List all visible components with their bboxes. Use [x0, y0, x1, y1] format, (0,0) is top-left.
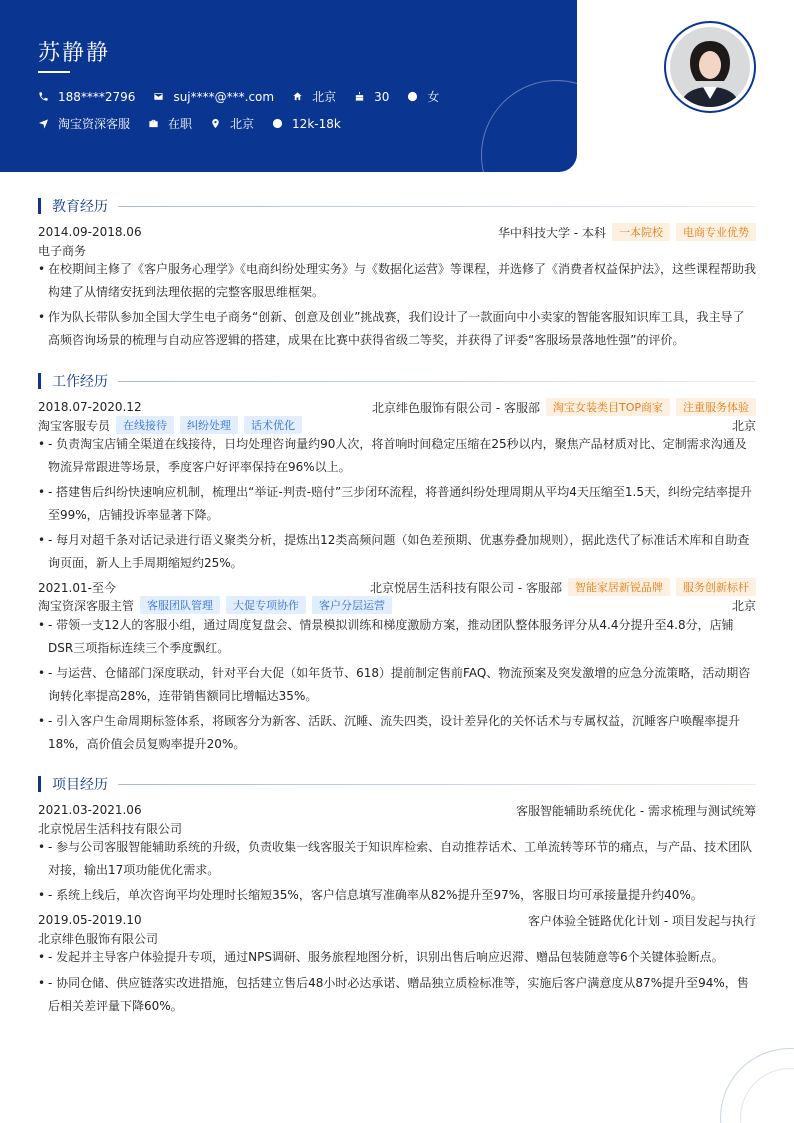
- role-tag: 话术优化: [244, 416, 302, 434]
- cake-icon: [354, 91, 365, 102]
- education-tag: 一本院校: [612, 223, 670, 241]
- target-job-text: 淘宝资深客服: [58, 117, 131, 131]
- project-name: 客服智能辅助系统优化 - 需求梳理与测试统筹: [516, 803, 756, 818]
- job-location: 北京: [731, 598, 756, 613]
- job-header-row: [38, 398, 756, 416]
- briefcase-icon: [148, 118, 159, 129]
- section-title-text: 教育经历: [52, 199, 108, 215]
- status-item: [148, 115, 192, 132]
- section-bar: [38, 373, 41, 389]
- education-period: 2014.09-2018.06: [38, 225, 142, 239]
- status-text: 在职: [168, 117, 193, 131]
- job-bullet: • - 与运营、仓储部门深度联动，针对平台大促（如年货节、618）提前制定售前FAQ、物流预案及突发激增的应急分流策略，活动期咨询转化率提高28%，连带销售额同比增幅达35%。: [38, 662, 756, 708]
- gender-item: [407, 88, 439, 105]
- email-text: suj****@***.com: [173, 89, 275, 104]
- gender-icon: [407, 91, 418, 102]
- job-period: 2021.01-至今: [38, 580, 116, 595]
- name-underline: [38, 71, 70, 73]
- job-company: 北京绯色服饰有限公司 - 客服部: [372, 400, 540, 415]
- education-school: 华中科技大学 - 本科: [498, 225, 606, 240]
- gender-text: 女: [427, 90, 440, 104]
- decorative-circle: [481, 80, 577, 172]
- education-header-row: [38, 223, 756, 241]
- avatar: [664, 21, 756, 113]
- salary-text: 12k-18k: [292, 116, 341, 131]
- job-role-row: [38, 596, 756, 614]
- target-city-text: 北京: [230, 117, 255, 131]
- project-company: 北京悦居生活科技有限公司: [38, 821, 183, 836]
- section-divider: [118, 206, 756, 207]
- education-tag: 电商专业优势: [676, 223, 756, 241]
- job-role: 淘宝资深客服主管: [38, 598, 135, 613]
- city-text: 北京: [312, 90, 337, 104]
- section-divider: [118, 784, 756, 785]
- intent-row: [38, 115, 359, 132]
- work-section-title: [38, 371, 756, 391]
- job-period: 2018.07-2020.12: [38, 400, 142, 414]
- job-header-row: [38, 578, 756, 596]
- section-title-text: 工作经历: [52, 374, 108, 390]
- phone-item: [38, 90, 135, 104]
- target-job-item: [38, 115, 130, 132]
- home-icon: [292, 91, 303, 102]
- company-tag: 淘宝女装类目TOP商家: [546, 398, 670, 416]
- section-title-text: 项目经历: [52, 777, 108, 793]
- education-section-title: [38, 196, 756, 216]
- project-bullet: • - 参与公司客服智能辅助系统的升级，负责收集一线客服关于知识库检索、自动推荐话术、工单流转等环节的痛点，与产品、技术团队对接，输出17项功能优化需求。: [38, 836, 756, 882]
- job-company: 北京悦居生活科技有限公司 - 客服部: [370, 580, 562, 595]
- project-company-row: [38, 929, 756, 947]
- phone-icon: [38, 91, 49, 102]
- education-bullet: • 在校期间主修了《客户服务心理学》《电商纠纷处理实务》与《数据化运营》等课程，并选修了《消费者权益保护法》，这些课程帮助我构建了从情绪安抚到法理依据的完整客服思维框架。: [38, 258, 756, 304]
- role-tag: 纠纷处理: [180, 416, 238, 434]
- project-section-title: [38, 774, 756, 794]
- section-bar: [38, 198, 41, 214]
- project-bullet: • - 协同仓储、供应链落实改进措施，包括建立售后48小时必达承诺、赠品独立质检标准等，实施后客户满意度从87%提升至94%，售后相关差评量下降60%。: [38, 972, 756, 1018]
- project-period: 2019.05-2019.10: [38, 913, 142, 927]
- project-bullet: • - 发起并主导客户体验提升专项，通过NPS调研、服务旅程地图分析，识别出售后响应迟滞、赠品包装随意等6个关键体验断点。: [38, 946, 756, 969]
- role-tag: 客户分层运营: [312, 596, 392, 614]
- education-major-row: [38, 241, 756, 259]
- avatar-photo: [670, 27, 750, 107]
- project-header-row: [38, 911, 756, 929]
- job-bullet: • - 带领一支12人的客服小组，通过周度复盘会、情景模拟训练和梯度激励方案，推动团队整体服务评分从4.4分提升至4.8分，店铺DSR三项指标连续三个季度飘红。: [38, 614, 756, 660]
- mail-icon: [153, 91, 164, 102]
- phone-text: 188****2796: [58, 89, 136, 104]
- section-bar: [38, 776, 41, 792]
- job-role-row: [38, 416, 756, 434]
- role-tag: 大促专项协作: [226, 596, 306, 614]
- email-item: [153, 90, 274, 104]
- city-item: [292, 88, 336, 105]
- company-tag: 注重服务体验: [676, 398, 756, 416]
- company-tag: 智能家居新锐品牌: [568, 578, 670, 596]
- job-bullet: • - 负责淘宝店铺全渠道在线接待，日均处理咨询量约90人次，将首响时间稳定压缩在25秒以内，聚焦产品材质对比、定制需求沟通及物流异常跟进等场景，季度客户好评率保持在96%以上。: [38, 433, 756, 479]
- header-banner: [0, 0, 577, 172]
- location-icon: [210, 118, 221, 129]
- project-name: 客户体验全链路优化计划 - 项目发起与执行: [528, 913, 756, 928]
- age-item: [354, 90, 389, 104]
- project-company: 北京绯色服饰有限公司: [38, 931, 159, 946]
- salary-item: [272, 117, 341, 131]
- education-major: 电子商务: [38, 243, 87, 258]
- role-tag: 在线接待: [116, 416, 174, 434]
- education-bullet: • 作为队长带队参加全国大学生电子商务“创新、创意及创业”挑战赛，我们设计了一款面向中小卖家的智能客服知识库工具，我主导了高频咨询场景的梳理与自动应答逻辑的搭建，成果在比赛中获得省级二等奖，并获得了评委“客服场景落地性强”的评价。: [38, 306, 756, 352]
- target-city-item: [210, 115, 254, 132]
- project-period: 2021.03-2021.06: [38, 803, 142, 817]
- role-tag: 客服团队管理: [140, 596, 220, 614]
- job-bullet: • - 每月对超千条对话记录进行语义聚类分析，提炼出12类高频问题（如色差预期、优惠券叠加规则），据此迭代了标准话术库和自助查询页面，新人上手周期缩短约25%。: [38, 529, 756, 575]
- age-text: 30: [374, 89, 390, 104]
- money-icon: [272, 118, 283, 129]
- job-role: 淘宝客服专员: [38, 418, 111, 433]
- job-bullet: • - 搭建售后纠纷快速响应机制，梳理出“举证-判责-赔付”三步闭环流程，将普通纠纷处理周期从平均4天压缩至1.5天，纠纷完结率提升至99%，店铺投诉率显著下降。: [38, 481, 756, 527]
- contact-row: [38, 88, 457, 105]
- job-bullet: • - 引入客户生命周期标签体系，将顾客分为新客、活跃、沉睡、流失四类，设计差异化的关怀话术与专属权益，沉睡客户唤醒率提升18%，高价值会员复购率提升20%。: [38, 710, 756, 756]
- send-icon: [38, 118, 49, 129]
- job-location: 北京: [731, 418, 756, 433]
- section-divider: [118, 381, 756, 382]
- candidate-name: 苏静静: [38, 41, 111, 66]
- project-company-row: [38, 819, 756, 837]
- company-tag: 服务创新标杆: [676, 578, 756, 596]
- project-header-row: [38, 801, 756, 819]
- project-bullet: • - 系统上线后，单次咨询平均处理时长缩短35%，客户信息填写准确率从82%提升至97%，客服日均可承接量提升约40%。: [38, 884, 756, 907]
